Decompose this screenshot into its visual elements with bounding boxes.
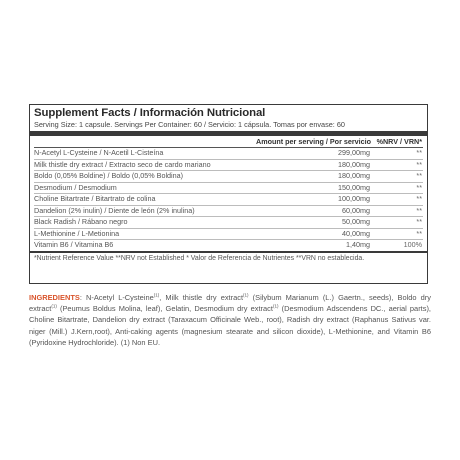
non-eu-marker: (1) [272, 303, 279, 309]
table-row [34, 160, 423, 172]
nutrient-name: Black Radish / Rábano negro [34, 217, 128, 226]
table-row [34, 183, 423, 195]
table-header [34, 136, 423, 148]
header-nrv: %NRV / VRN* [376, 137, 422, 146]
nutrient-amount: 1,40mg [346, 240, 370, 249]
nutrient-nrv: ** [416, 182, 422, 192]
nutrient-name: Milk thistle dry extract / Extracto seco de cardo mariano [34, 159, 211, 169]
table-row [34, 206, 423, 218]
supplement-facts-panel [29, 104, 428, 284]
nutrient-table [34, 148, 423, 251]
ingredients-part: (Desmodium Adscendens DC., aerial parts), Choline Bitartrate, Dandelion dry extract (Taraxacum Officinale Web., root), Radish dry extract (Raphanus Sativus var. niger (Mill.) J.Kern,root), Anti-caking agents (magnesium stearate and silicon dioxide), L-Methionine, and Vitamin B6 (Pyridoxine Hydrochloride). (1) Non EU. [29, 304, 431, 347]
facts-title: Supplement Facts / Información Nutricional [34, 107, 266, 119]
nrv-footnote: *Nutrient Reference Value **NRV not Established * Valor de Referencia de Nutrientes **VRN no establecida. [34, 254, 365, 262]
nutrient-nrv: ** [416, 194, 422, 203]
table-row [34, 148, 423, 160]
nutrient-amount: 50,00mg [342, 217, 370, 226]
non-eu-marker: (1) [153, 292, 160, 298]
nutrient-name: Desmodium / Desmodium [34, 182, 117, 192]
ingredients-part: , Milk thistle dry extract [159, 293, 244, 302]
nutrient-nrv: 100% [403, 240, 422, 249]
nutrient-amount: 150,00mg [338, 182, 370, 192]
table-row [34, 194, 423, 206]
ingredients-text [29, 292, 431, 348]
nutrient-amount: 60,00mg [342, 205, 370, 215]
ingredients-part: : N-Acetyl L-Cysteine [79, 293, 154, 302]
nutrient-amount: 180,00mg [338, 171, 370, 180]
nutrient-amount: 40,00mg [342, 228, 370, 238]
table-row [34, 240, 423, 251]
nutrient-amount: 299,00mg [338, 148, 370, 157]
table-row [34, 217, 423, 229]
nutrient-name: Vitamin B6 / Vitamina B6 [34, 240, 114, 249]
table-row [34, 229, 423, 241]
nutrient-amount: 180,00mg [338, 159, 370, 169]
header-name-spacer [34, 136, 256, 147]
ingredients-part: (Peumus Boldus Molina, leaf), Gelatin, Desmodium dry extract [56, 304, 273, 314]
non-eu-marker: (1) [51, 303, 57, 309]
nutrient-nrv: ** [416, 148, 422, 157]
ingredients-part: (Silybum Marianum (L.) Gaertn., seeds), Boldo dry extract [29, 293, 431, 314]
nutrient-name: L-Methionine / L-Metionina [34, 228, 120, 238]
nutrient-nrv: ** [416, 217, 422, 226]
nutrient-nrv: ** [416, 159, 422, 169]
nutrient-name: Dandelion (2% inulin) / Diente de león (2% inulina) [34, 205, 195, 215]
ingredients-label: INGREDIENTS [29, 293, 80, 302]
serving-info: Serving Size: 1 capsule. Servings Per Container: 60 / Servicio: 1 cápsula. Tomas por envase: 60 [34, 120, 345, 129]
header-amount: Amount per serving / Por servicio [256, 137, 372, 146]
nutrient-name: Choline Bitartrate / Bitartrato de colina [34, 194, 156, 203]
table-row [34, 171, 423, 183]
nutrient-name: Boldo (0,05% Boldine) / Boldo (0,05% Boldina) [34, 171, 184, 180]
nutrient-name: N-Acetyl L-Cysteine / N-Acetil L-Cisteína [34, 148, 164, 157]
nutrient-nrv: ** [416, 171, 422, 180]
nutrient-nrv: ** [416, 228, 422, 238]
nutrient-amount: 100,00mg [338, 194, 370, 203]
nutrient-nrv: ** [416, 205, 422, 215]
non-eu-marker: (1) [243, 292, 249, 298]
